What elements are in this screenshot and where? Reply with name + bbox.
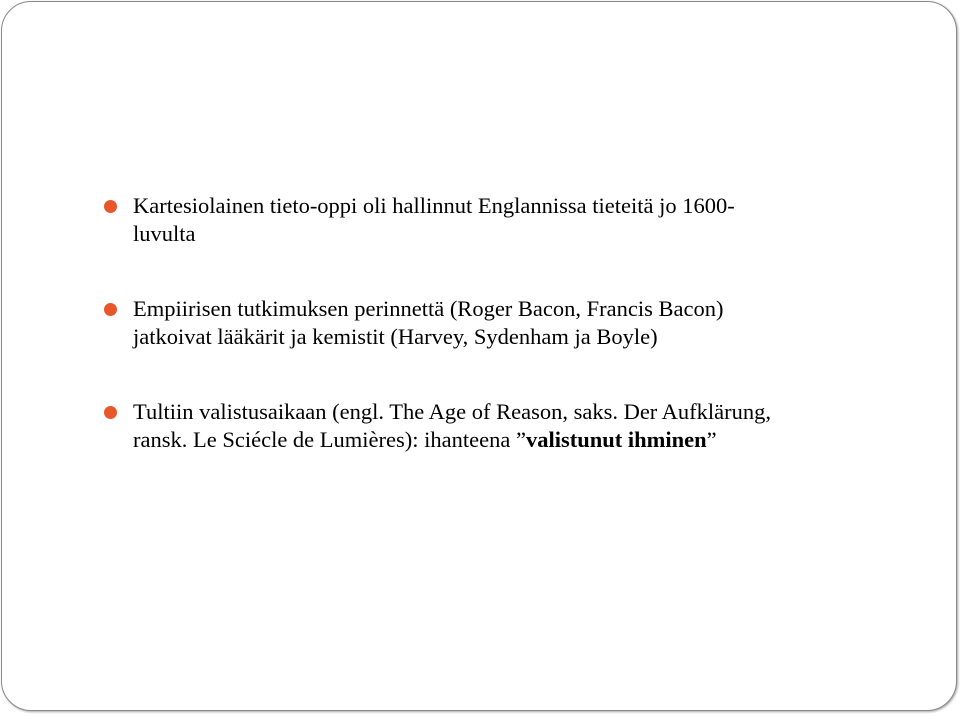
- bullet-text-line: luvulta: [133, 221, 196, 246]
- bullet-text-line: [133, 426, 913, 454]
- bullet-dot-icon: [104, 200, 117, 213]
- bullet-item-empiricism: [133, 295, 913, 351]
- bullet-text-line: jatkoivat lääkärit ja kemistit (Harvey, Sydenham ja Boyle): [133, 324, 658, 349]
- bullet-text-line: Empiirisen tutkimuksen perinnettä (Roger Bacon, Francis Bacon): [133, 296, 724, 321]
- bullet-dot-icon: [104, 406, 117, 419]
- bullet-item-cartesian: [133, 192, 913, 248]
- bullet-text-suffix: ”: [706, 427, 717, 452]
- bullet-item-enlightenment: [133, 398, 913, 454]
- bullet-text-line: Kartesiolainen tieto-oppi oli hallinnut Englannissa tieteitä jo 1600-: [133, 193, 735, 218]
- bullet-dot-icon: [104, 303, 117, 316]
- bullet-text-line: Tultiin valistusaikaan (engl. The Age of Reason, saks. Der Aufklärung,: [133, 399, 772, 424]
- bullet-text-emphasis: valistunut ihminen: [525, 427, 707, 452]
- bullet-text-prefix: ransk. Le Sciécle de Lumières): ihanteena ”: [133, 427, 526, 452]
